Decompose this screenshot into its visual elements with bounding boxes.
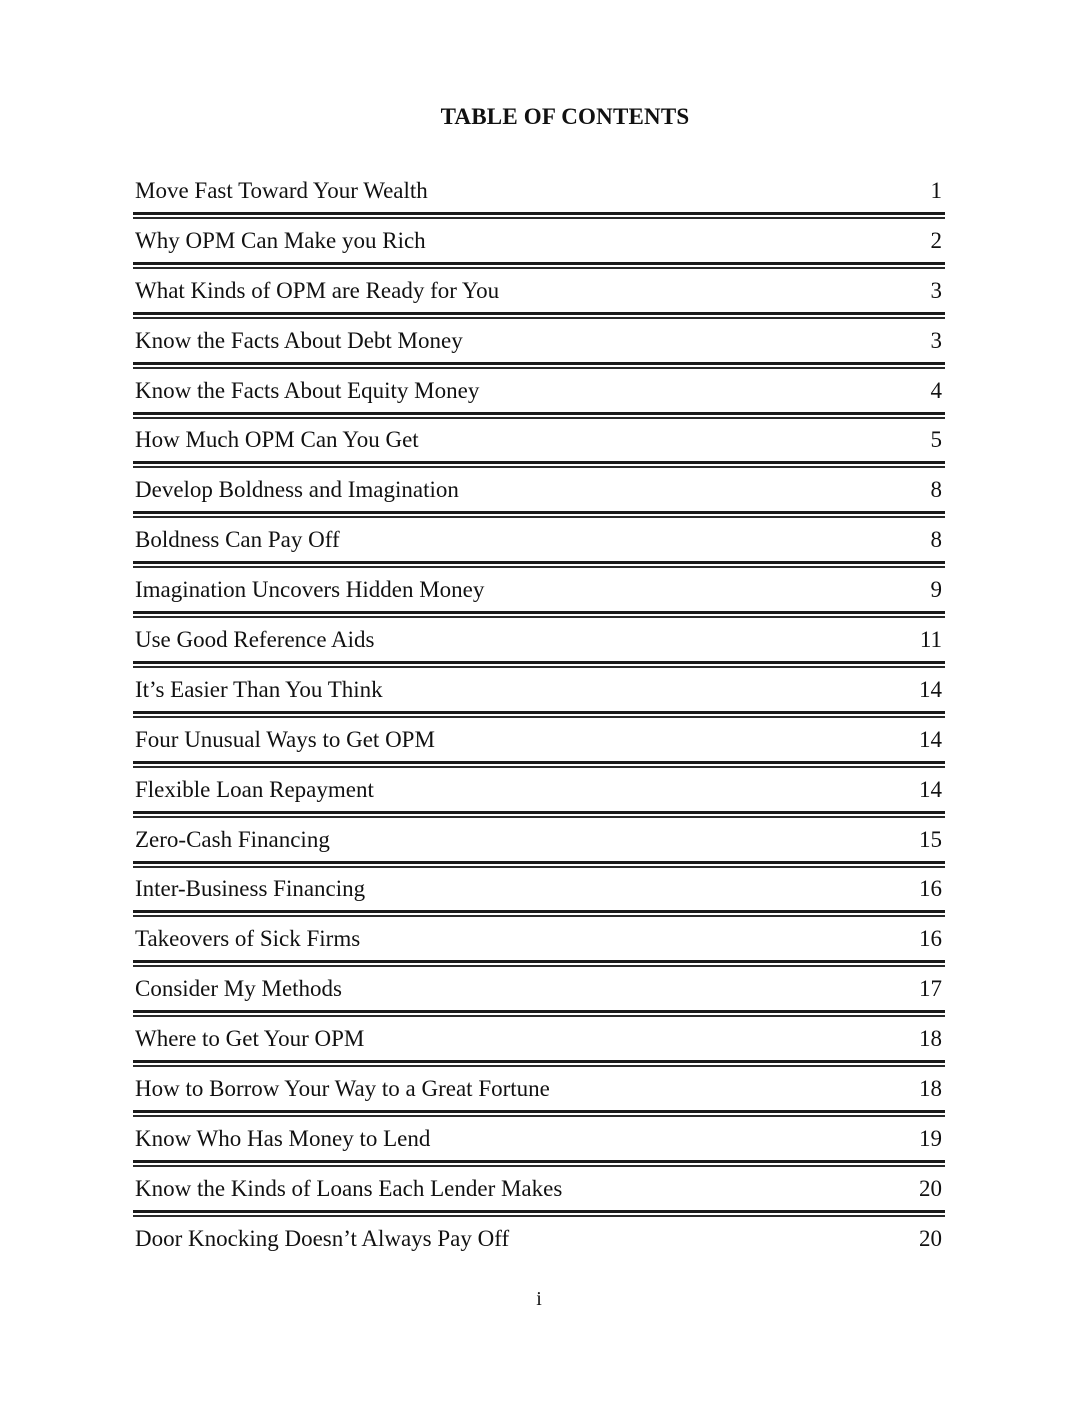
toc-entry-title: Zero-Cash Financing [135,826,330,852]
toc-entry-title: Takeovers of Sick Firms [135,926,361,952]
toc-entry[interactable] [133,872,945,922]
double-rule-divider [133,1110,945,1117]
toc-entry-title: Consider My Methods [135,976,342,1002]
toc-entry-page: 20 [919,1225,942,1251]
double-rule-divider [133,461,945,468]
double-rule-divider [133,362,945,369]
double-rule-divider [133,561,945,568]
toc-entry[interactable] [133,1172,945,1222]
toc-entry-page: 20 [919,1175,942,1201]
double-rule-divider [133,661,945,668]
toc-entry-title: Flexible Loan Repayment [135,776,374,802]
toc-entry-page: 4 [930,377,942,403]
toc-entry[interactable] [133,1122,945,1172]
toc-entry-title: Develop Boldness and Imagination [135,477,459,503]
double-rule-divider [133,412,945,419]
toc-entry[interactable] [133,972,945,1022]
toc-entry[interactable] [133,723,945,773]
double-rule-divider [133,1060,945,1067]
toc-entry[interactable] [133,773,945,823]
toc-entry[interactable] [133,224,945,274]
toc-entry-page: 8 [930,477,942,503]
toc-entry-page: 14 [919,726,942,752]
toc-entry-page: 14 [919,776,942,802]
table-of-contents [133,174,945,1272]
double-rule-divider [133,312,945,319]
double-rule-divider [133,212,945,219]
toc-entry-title: Boldness Can Pay Off [135,527,340,553]
toc-entry[interactable] [133,423,945,473]
toc-entry-title: Know Who Has Money to Lend [135,1125,431,1151]
double-rule-divider [133,262,945,269]
toc-entry[interactable] [133,1072,945,1122]
toc-entry-page: 11 [919,627,942,653]
double-rule-divider [133,1160,945,1167]
toc-entry-page: 14 [919,676,942,702]
page-number: i [536,1288,542,1310]
toc-entry-title: Why OPM Can Make you Rich [135,227,426,253]
toc-entry-page: 19 [919,1125,942,1151]
toc-entry[interactable] [133,274,945,324]
toc-entry-page: 16 [919,926,942,952]
toc-entry-page: 9 [930,577,942,603]
double-rule-divider [133,861,945,868]
toc-entry[interactable] [133,623,945,673]
page-title: TABLE OF CONTENTS [440,104,690,129]
toc-entry-title: Inter-Business Financing [135,876,366,902]
toc-entry[interactable] [133,922,945,972]
toc-entry-title: Know the Facts About Debt Money [135,327,463,353]
toc-entry-page: 1 [930,178,942,203]
toc-entry-page: 2 [930,227,942,253]
toc-entry-title: Know the Facts About Equity Money [135,377,480,403]
double-rule-divider [133,511,945,518]
toc-entry-title: How to Borrow Your Way to a Great Fortune [135,1076,550,1102]
double-rule-divider [133,761,945,768]
toc-entry[interactable] [133,1022,945,1072]
toc-entry-title: Use Good Reference Aids [135,627,375,653]
double-rule-divider [133,1010,945,1017]
toc-entry-title: What Kinds of OPM are Ready for You [135,277,500,303]
toc-entry[interactable] [133,1222,945,1272]
toc-entry[interactable] [133,374,945,424]
toc-entry-title: Four Unusual Ways to Get OPM [135,726,435,752]
toc-entry-title: It’s Easier Than You Think [135,676,383,702]
double-rule-divider [133,910,945,917]
toc-entry[interactable] [133,473,945,523]
toc-entry[interactable] [133,823,945,873]
toc-entry-title: Where to Get Your OPM [135,1026,365,1052]
toc-entry-page: 8 [930,527,942,553]
toc-entry-page: 5 [930,427,942,453]
toc-entry-title: Know the Kinds of Loans Each Lender Makes [135,1175,563,1201]
toc-entry-page: 17 [919,976,942,1002]
toc-entry-title: Move Fast Toward Your Wealth [135,178,428,203]
double-rule-divider [133,611,945,618]
toc-entry[interactable] [133,174,945,224]
toc-entry-title: Door Knocking Doesn’t Always Pay Off [135,1225,510,1251]
toc-entry-title: Imagination Uncovers Hidden Money [135,577,485,603]
toc-entry-title: How Much OPM Can You Get [135,427,419,453]
toc-entry[interactable] [133,324,945,374]
toc-entry[interactable] [133,673,945,723]
double-rule-divider [133,811,945,818]
toc-entry-page: 15 [919,826,942,852]
toc-entry[interactable] [133,523,945,573]
double-rule-divider [133,711,945,718]
double-rule-divider [133,1210,945,1217]
double-rule-divider [133,960,945,967]
toc-entry-page: 18 [919,1076,942,1102]
toc-entry-page: 3 [930,327,942,353]
toc-entry-page: 16 [919,876,942,902]
toc-entry-page: 18 [919,1026,942,1052]
toc-entry-page: 3 [930,277,942,303]
toc-entry[interactable] [133,573,945,623]
